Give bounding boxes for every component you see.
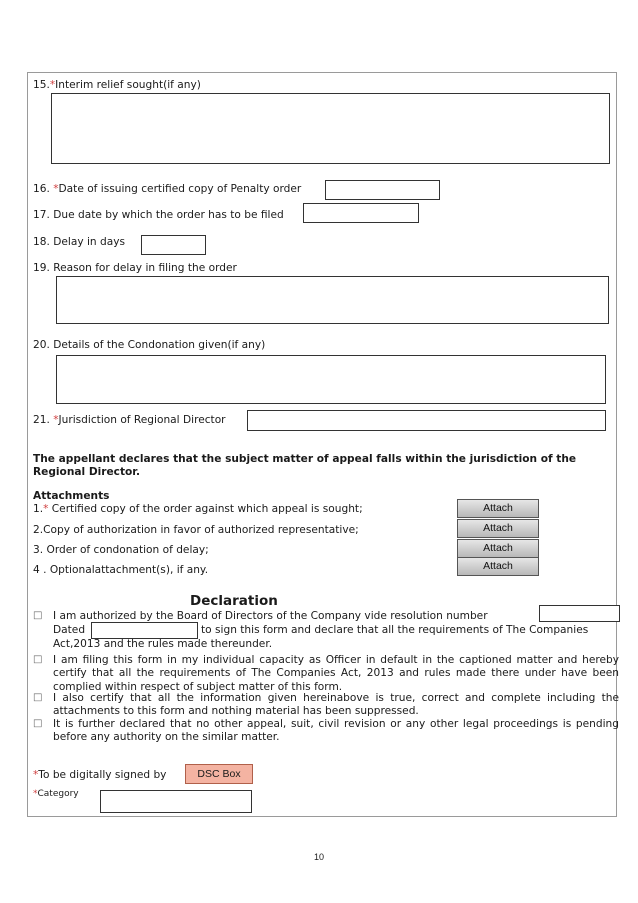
attachment-3-label: 3. Order of condonation of delay;: [33, 544, 209, 556]
declaration-p2: I am filing this form in my individual capacity as Officer in default in the captioned matter and hereby certify that all the requirements of The Companies Act, 2013 and rules made there under have been complied within respect of subject matter of this form.: [53, 654, 619, 693]
jurisdiction-field[interactable]: [247, 410, 606, 431]
attachment-4-label: 4 . Optionalattachment(s), if any.: [33, 564, 209, 576]
condonation-details-textarea[interactable]: [56, 355, 606, 404]
attach-button-4[interactable]: Attach: [457, 557, 539, 576]
page-number: 10: [313, 852, 324, 862]
item-18-label: 18. Delay in days: [33, 236, 125, 248]
checkbox-icon[interactable]: □: [33, 692, 43, 703]
attachments-heading: Attachments: [33, 490, 110, 502]
penalty-order-date-field[interactable]: [325, 180, 440, 200]
jurisdiction-declaration-line1: The appellant declares that the subject matter of appeal falls within the jurisdiction of the: [33, 453, 577, 465]
declaration-title: Declaration: [190, 593, 278, 609]
dsc-box-button[interactable]: DSC Box: [185, 764, 253, 784]
declaration-p1-line3: Act,2013 and the rules made thereunder.: [53, 638, 273, 650]
item-17-label: 17. Due date by which the order has to be filed: [33, 209, 284, 221]
digital-sign-label: *To be digitally signed by: [33, 769, 167, 781]
interim-relief-textarea[interactable]: [51, 93, 610, 164]
declaration-p4: It is further declared that no other appeal, suit, civil revision or any other legal proceedings is pending before any authority on the similar matter.: [53, 718, 619, 744]
declaration-dated-label: Dated: [53, 624, 86, 636]
resolution-date-field[interactable]: [91, 622, 198, 639]
category-label: *Category: [33, 789, 79, 799]
declaration-p1-line1: I am authorized by the Board of Directors of the Company vide resolution number: [53, 610, 488, 622]
attach-button-3[interactable]: Attach: [457, 539, 539, 558]
item-16-label: 16. *Date of issuing certified copy of Penalty order: [33, 183, 302, 195]
item-20-label: 20. Details of the Condonation given(if any): [33, 339, 266, 351]
checkbox-icon[interactable]: □: [33, 610, 43, 621]
category-field[interactable]: [100, 790, 252, 813]
item-15-label: 15.*Interim relief sought(if any): [33, 79, 201, 91]
declaration-p1-line2: to sign this form and declare that all the requirements of The Companies: [201, 624, 589, 636]
checkbox-icon[interactable]: □: [33, 718, 43, 729]
attachment-2-label: 2.Copy of authorization in favor of authorized representative;: [33, 524, 359, 536]
due-date-field[interactable]: [303, 203, 419, 223]
declaration-p3: I also certify that all the information given hereinabove is true, correct and complete including the attachments to this form and nothing material has been suppressed.: [53, 692, 619, 718]
item-21-label: 21. *Jurisdiction of Regional Director: [33, 414, 226, 426]
delay-days-field[interactable]: [141, 235, 206, 255]
checkbox-icon[interactable]: □: [33, 654, 43, 665]
resolution-number-field[interactable]: [539, 605, 620, 622]
attach-button-1[interactable]: Attach: [457, 499, 539, 518]
item-19-label: 19. Reason for delay in filing the order: [33, 262, 237, 274]
attachment-1-label: 1.* Certified copy of the order against which appeal is sought;: [33, 503, 363, 515]
attach-button-2[interactable]: Attach: [457, 519, 539, 538]
delay-reason-textarea[interactable]: [56, 276, 609, 324]
jurisdiction-declaration-line2: Regional Director.: [33, 466, 141, 478]
